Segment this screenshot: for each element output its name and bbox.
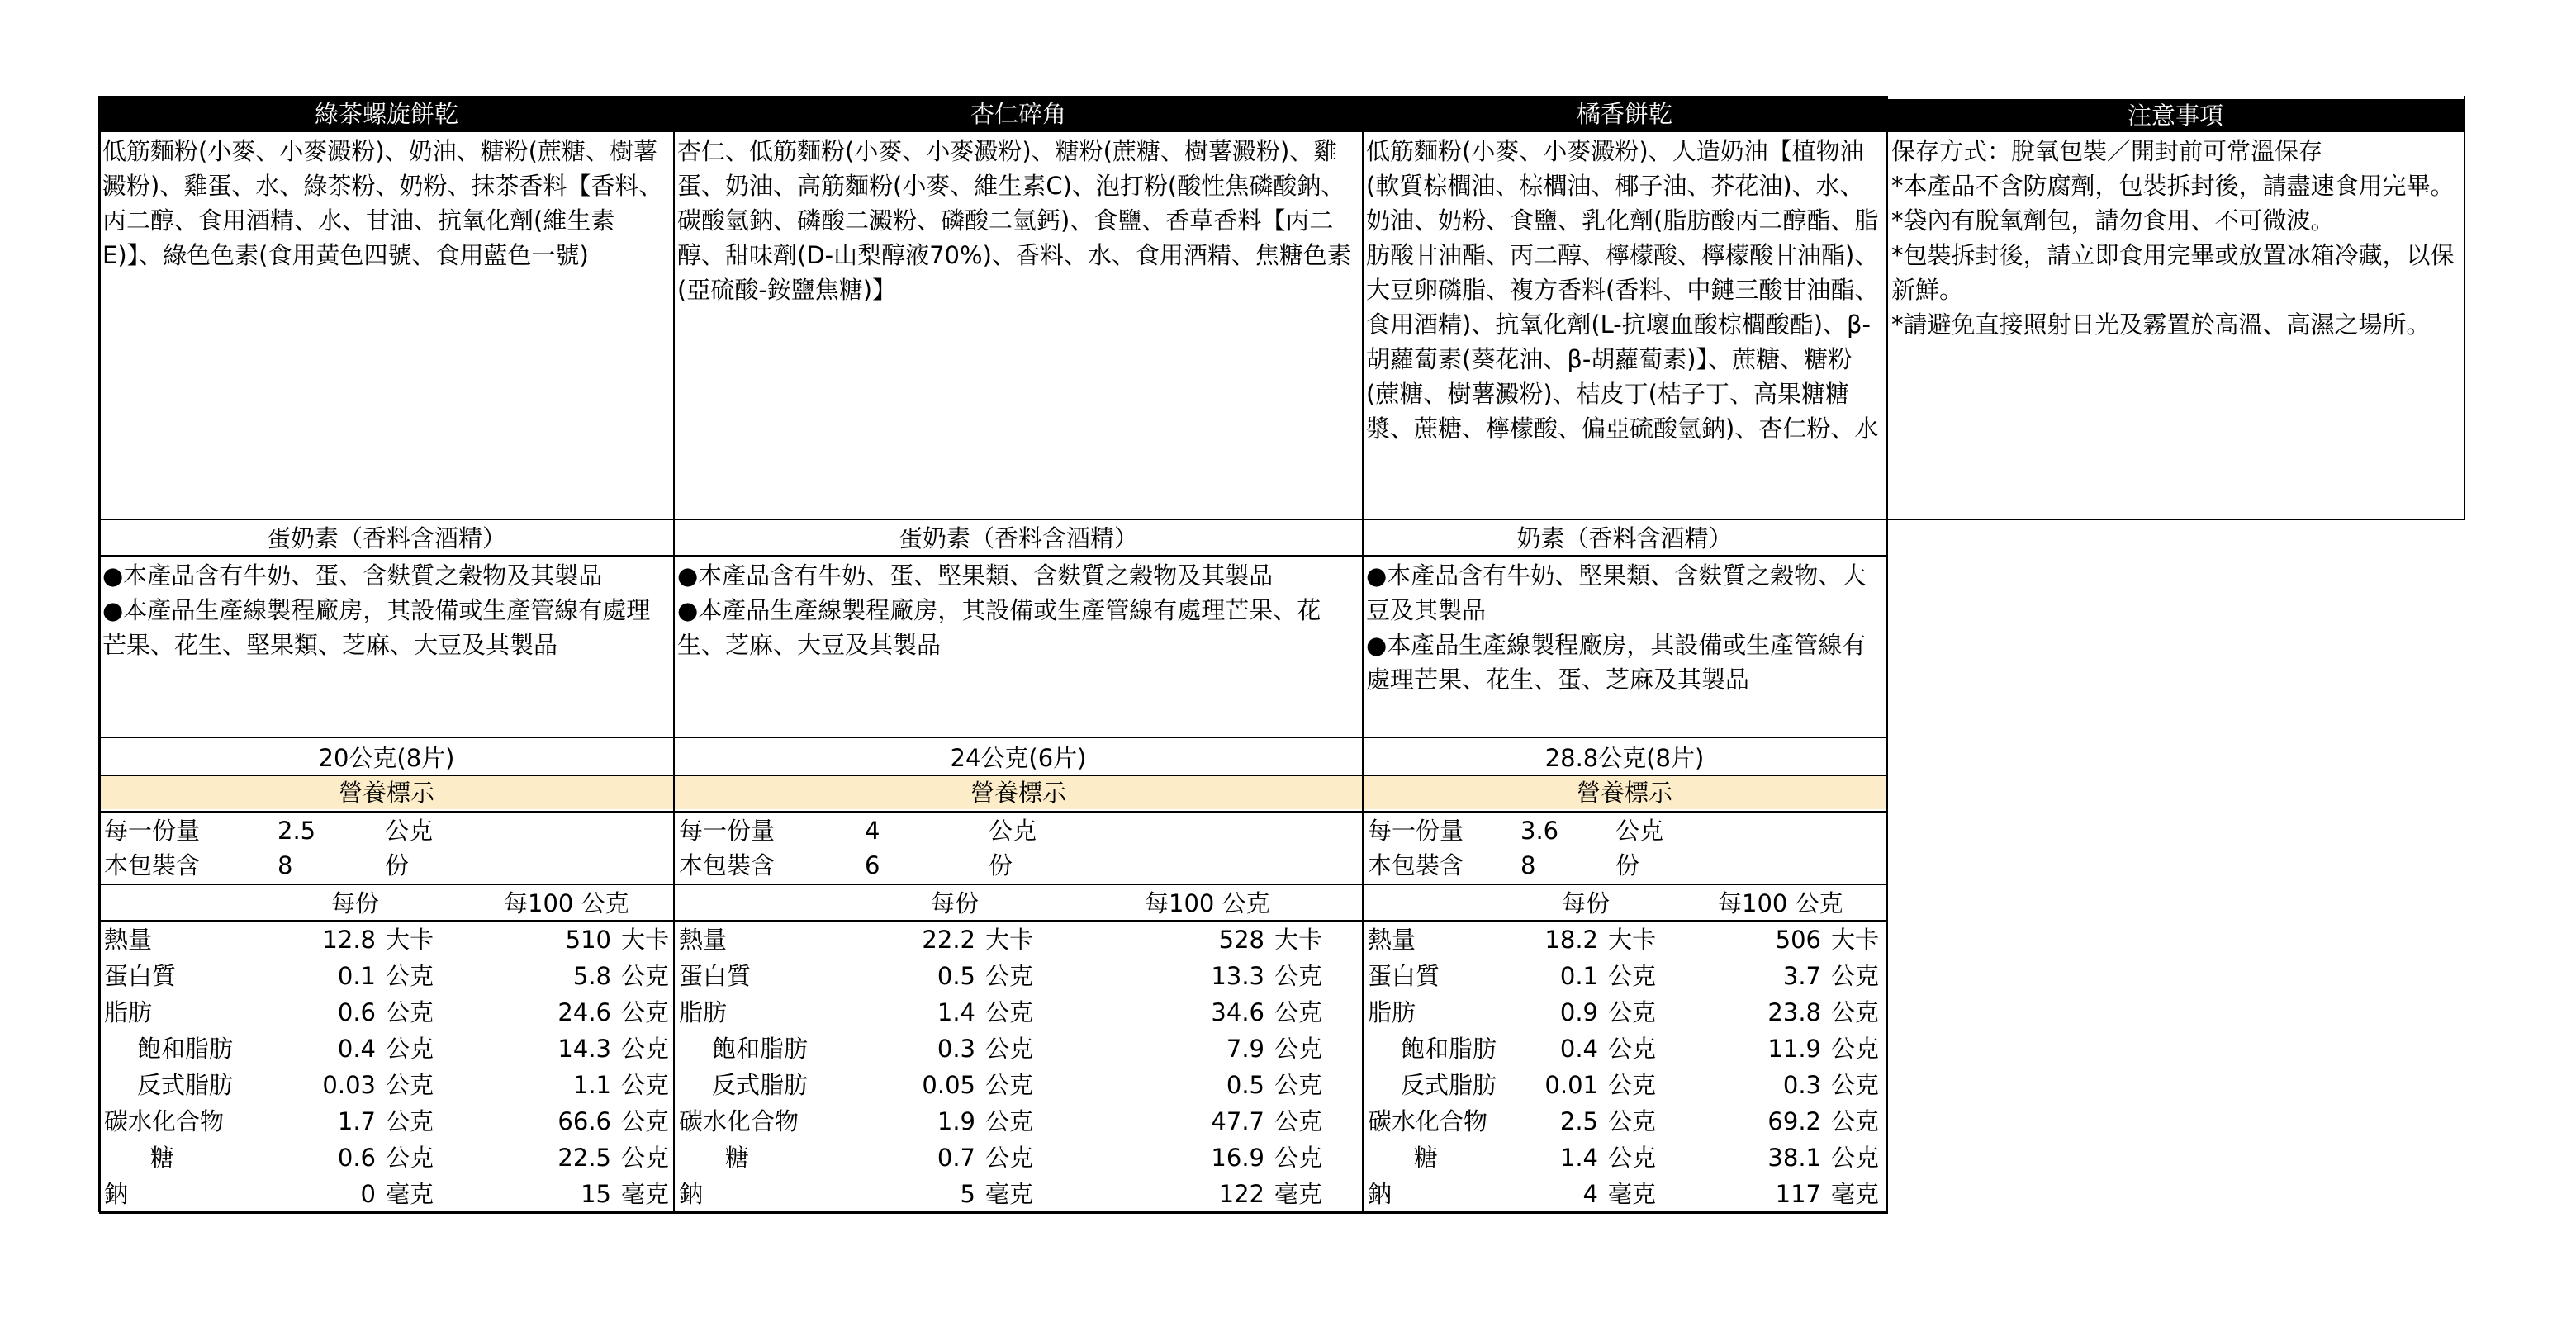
nutrient-per-serving-value[interactable]: 5 bbox=[960, 1180, 975, 1208]
serving-size-value[interactable]: 4 bbox=[865, 817, 880, 845]
servings-per-pack-value[interactable]: 8 bbox=[278, 851, 293, 879]
nutrient-per-100g-unit[interactable]: 毫克 bbox=[621, 1180, 670, 1208]
servings-per-pack-unit[interactable]: 份 bbox=[989, 851, 1013, 879]
nutrient-per-serving-unit[interactable]: 公克 bbox=[985, 998, 1034, 1026]
nutrient-per-100g-unit[interactable]: 毫克 bbox=[1274, 1180, 1323, 1208]
nutrient-per-serving-unit[interactable]: 大卡 bbox=[386, 926, 434, 954]
product-2-allergens[interactable] bbox=[674, 558, 1363, 737]
nutrient-per-100g-unit[interactable]: 公克 bbox=[621, 998, 670, 1026]
allergen-line: ●本產品含有牛奶、堅果類、含麩質之穀物、大豆及其製品 bbox=[1366, 562, 1867, 624]
nutrient-per-100g-unit[interactable]: 公克 bbox=[1831, 1144, 1880, 1172]
nutrient-label[interactable]: 蛋白質 bbox=[104, 962, 177, 990]
nutrient-per-serving-unit[interactable]: 公克 bbox=[985, 1107, 1034, 1135]
grid-line bbox=[1886, 96, 1888, 1212]
allergen-line: ●本產品含有牛奶、蛋、堅果類、含麩質之穀物及其製品 bbox=[677, 562, 1274, 590]
nutrient-label[interactable]: 反式脂肪 bbox=[137, 1071, 234, 1099]
per-100g-header[interactable]: 每100 公克 bbox=[1718, 889, 1843, 917]
nutrient-per-serving-unit[interactable]: 公克 bbox=[1608, 962, 1657, 990]
per-serving-header[interactable]: 每份 bbox=[930, 889, 979, 917]
grid-line bbox=[1362, 96, 1364, 1212]
nutrient-per-100g-unit[interactable]: 公克 bbox=[1831, 1035, 1880, 1063]
product-1-ingredients[interactable]: 低筋麵粉(小麥、小麥澱粉)、奶油、糖粉(蔗糖、樹薯澱粉)、雞蛋、水、綠茶粉、奶粉、抹茶香料【香料、丙二醇、食用酒精、水、甘油、抗氧化劑(維生素E)】、綠色色素(食用黃色四號、食用藍色一號) bbox=[102, 137, 663, 269]
nutrient-label[interactable]: 碳水化合物 bbox=[104, 1107, 225, 1135]
nutrient-label[interactable]: 飽和脂肪 bbox=[712, 1035, 809, 1063]
product-3-diet[interactable]: 奶素（香料含酒精） bbox=[1516, 524, 1733, 552]
nutrient-per-serving-unit[interactable]: 公克 bbox=[985, 1071, 1034, 1099]
nutrient-per-serving-value[interactable]: 0.1 bbox=[1559, 962, 1598, 990]
nutrient-per-100g-unit[interactable]: 公克 bbox=[621, 1071, 670, 1099]
nutrient-per-100g-unit[interactable]: 公克 bbox=[621, 1035, 670, 1063]
grid-line bbox=[99, 737, 1886, 738]
nutrient-per-serving-unit[interactable]: 大卡 bbox=[1608, 926, 1657, 954]
nutrient-per-100g-value[interactable]: 34.6 bbox=[1211, 998, 1264, 1026]
nutrient-label[interactable]: 飽和脂肪 bbox=[137, 1035, 234, 1063]
per-serving-header[interactable]: 每份 bbox=[1561, 889, 1610, 917]
serving-size-value[interactable]: 3.6 bbox=[1520, 817, 1559, 845]
product-1-net-weight[interactable]: 20公克(8片) bbox=[318, 744, 455, 772]
nutrient-per-100g-value[interactable]: 23.8 bbox=[1767, 998, 1821, 1026]
serving-size-label[interactable]: 每一份量 bbox=[104, 817, 201, 845]
nutrient-per-100g-value[interactable]: 38.1 bbox=[1767, 1144, 1821, 1172]
product-2-net-weight[interactable]: 24公克(6片) bbox=[950, 744, 1087, 772]
nutrient-per-serving-value[interactable]: 1.7 bbox=[337, 1107, 376, 1135]
nutrient-per-100g-value[interactable]: 3.7 bbox=[1782, 962, 1821, 990]
nutrient-label[interactable]: 反式脂肪 bbox=[712, 1071, 809, 1099]
nutrient-per-100g-value[interactable]: 7.9 bbox=[1226, 1035, 1264, 1063]
serving-size-unit[interactable]: 公克 bbox=[989, 817, 1037, 845]
servings-per-pack-label[interactable]: 本包裝含 bbox=[104, 851, 201, 879]
nutrient-per-serving-unit[interactable]: 公克 bbox=[1608, 1071, 1657, 1099]
per-100g-header[interactable]: 每100 公克 bbox=[504, 889, 629, 917]
nutrient-per-serving-value[interactable]: 0.1 bbox=[337, 962, 376, 990]
product-2-name[interactable]: 杏仁碎角 bbox=[674, 96, 1363, 132]
nutrient-per-100g-unit[interactable]: 公克 bbox=[1274, 962, 1323, 990]
nutrient-per-serving-value[interactable]: 18.2 bbox=[1544, 926, 1598, 954]
product-2-nutrition-title[interactable]: 營養標示 bbox=[970, 779, 1066, 807]
product-1-nutrition-title[interactable]: 營養標示 bbox=[338, 779, 434, 807]
serving-size-label[interactable]: 每一份量 bbox=[1368, 817, 1464, 845]
serving-size-label[interactable]: 每一份量 bbox=[679, 817, 776, 845]
nutrient-per-serving-unit[interactable]: 公克 bbox=[1608, 1107, 1657, 1135]
nutrient-per-100g-value[interactable]: 0.3 bbox=[1782, 1071, 1821, 1099]
notes-body[interactable] bbox=[1886, 132, 2465, 520]
grid-line bbox=[99, 811, 1886, 813]
nutrient-per-serving-value[interactable]: 2.5 bbox=[1559, 1107, 1598, 1135]
nutrient-per-serving-unit[interactable]: 毫克 bbox=[1608, 1180, 1657, 1208]
nutrient-per-100g-unit[interactable]: 公克 bbox=[621, 1144, 670, 1172]
nutrient-per-100g-value[interactable]: 5.8 bbox=[572, 962, 611, 990]
grid-line bbox=[99, 920, 1886, 922]
servings-per-pack-label[interactable]: 本包裝含 bbox=[679, 851, 776, 879]
notes-line: *請避免直接照射日光及霧置於高溫、高濕之場所。 bbox=[1891, 310, 2431, 339]
nutrient-label[interactable]: 糖 bbox=[1414, 1144, 1439, 1172]
nutrient-per-serving-value[interactable]: 0.01 bbox=[1544, 1071, 1598, 1099]
product-3-nutrition-title[interactable]: 營養標示 bbox=[1576, 779, 1672, 807]
product-1-diet[interactable]: 蛋奶素（香料含酒精） bbox=[266, 524, 506, 552]
nutrient-per-serving-value[interactable]: 1.9 bbox=[937, 1107, 975, 1135]
nutrient-per-100g-value[interactable]: 24.6 bbox=[557, 998, 611, 1026]
nutrient-per-serving-value[interactable]: 0.03 bbox=[322, 1071, 376, 1099]
servings-per-pack-value[interactable]: 8 bbox=[1520, 851, 1536, 879]
product-2-diet[interactable]: 蛋奶素（香料含酒精） bbox=[898, 524, 1138, 552]
nutrient-label[interactable]: 飽和脂肪 bbox=[1401, 1035, 1497, 1063]
notes-line: *本產品不含防腐劑，包裝拆封後，請盡速食用完畢。 bbox=[1891, 172, 2455, 200]
nutrient-per-100g-unit[interactable]: 公克 bbox=[1274, 1107, 1323, 1135]
nutrient-per-serving-unit[interactable]: 公克 bbox=[1608, 1035, 1657, 1063]
nutrient-per-100g-unit[interactable]: 公克 bbox=[1831, 998, 1880, 1026]
nutrient-per-100g-value[interactable]: 22.5 bbox=[557, 1144, 611, 1172]
nutrient-per-100g-value[interactable]: 510 bbox=[565, 926, 611, 954]
product-3-allergens[interactable] bbox=[1363, 558, 1886, 737]
serving-size-value[interactable]: 2.5 bbox=[278, 817, 316, 845]
nutrient-per-100g-value[interactable]: 14.3 bbox=[557, 1035, 611, 1063]
grid-line bbox=[99, 884, 1886, 885]
nutrient-label[interactable]: 鈉 bbox=[104, 1180, 129, 1208]
nutrient-per-serving-unit[interactable]: 公克 bbox=[1608, 1144, 1657, 1172]
nutrient-label[interactable]: 糖 bbox=[725, 1144, 750, 1172]
nutrient-per-100g-value[interactable]: 117 bbox=[1775, 1180, 1821, 1208]
allergen-line: ●本產品生產線製程廠房，其設備或生產管線有處理芒果、花生、芝麻、大豆及其製品 bbox=[677, 596, 1321, 659]
allergen-line: ●本產品生產線製程廠房，其設備或生產管線有處理芒果、花生、堅果類、芝麻、大豆及其製品 bbox=[102, 596, 651, 659]
nutrient-per-serving-unit[interactable]: 公克 bbox=[386, 1035, 434, 1063]
nutrient-per-100g-value[interactable]: 506 bbox=[1775, 926, 1821, 954]
nutrient-per-100g-unit[interactable]: 毫克 bbox=[1831, 1180, 1880, 1208]
servings-per-pack-unit[interactable]: 份 bbox=[385, 851, 410, 879]
nutrient-per-serving-unit[interactable]: 公克 bbox=[386, 1144, 434, 1172]
nutrient-per-serving-unit[interactable]: 公克 bbox=[386, 1107, 434, 1135]
nutrient-per-100g-unit[interactable]: 大卡 bbox=[621, 926, 670, 954]
nutrient-per-serving-unit[interactable]: 公克 bbox=[1608, 998, 1657, 1026]
nutrient-per-serving-value[interactable]: 0.6 bbox=[337, 998, 376, 1026]
nutrient-per-serving-value[interactable]: 0.4 bbox=[337, 1035, 376, 1063]
nutrient-per-100g-value[interactable]: 13.3 bbox=[1211, 962, 1264, 990]
nutrient-per-serving-value[interactable]: 0.7 bbox=[937, 1144, 975, 1172]
nutrient-per-serving-value[interactable]: 0.3 bbox=[937, 1035, 975, 1063]
nutrient-per-100g-value[interactable]: 47.7 bbox=[1211, 1107, 1264, 1135]
nutrient-per-serving-value[interactable]: 0.4 bbox=[1559, 1035, 1598, 1063]
notes-line: *袋內有脫氧劑包，請勿食用、不可微波。 bbox=[1891, 206, 2335, 235]
grid-line bbox=[673, 96, 675, 1212]
nutrient-per-100g-unit[interactable]: 公克 bbox=[1274, 1071, 1323, 1099]
allergen-line: ●本產品生產線製程廠房，其設備或生產管線有處理芒果、花生、蛋、芝麻及其製品 bbox=[1366, 631, 1867, 694]
grid-line bbox=[99, 1211, 1888, 1214]
nutrient-per-100g-unit[interactable]: 公克 bbox=[1274, 998, 1323, 1026]
serving-size-unit[interactable]: 公克 bbox=[1615, 817, 1664, 845]
notes-title[interactable]: 注意事項 bbox=[1886, 99, 2465, 132]
nutrient-per-serving-value[interactable]: 12.8 bbox=[322, 926, 376, 954]
nutrient-per-serving-unit[interactable]: 毫克 bbox=[985, 1180, 1034, 1208]
nutrient-label[interactable]: 熱量 bbox=[679, 926, 728, 954]
nutrient-per-100g-value[interactable]: 1.1 bbox=[572, 1071, 611, 1099]
nutrient-per-serving-value[interactable]: 0.6 bbox=[337, 1144, 376, 1172]
allergen-line: ●本產品含有牛奶、蛋、含麩質之穀物及其製品 bbox=[102, 562, 603, 590]
notes-line: 保存方式：脫氧包裝／開封前可常溫保存 bbox=[1891, 137, 2323, 165]
nutrient-label[interactable]: 鈉 bbox=[1368, 1180, 1392, 1208]
grid-line bbox=[98, 96, 101, 1212]
nutrient-per-serving-unit[interactable]: 公克 bbox=[985, 1035, 1034, 1063]
servings-per-pack-label[interactable]: 本包裝含 bbox=[1368, 851, 1464, 879]
nutrient-per-100g-value[interactable]: 122 bbox=[1218, 1180, 1264, 1208]
nutrient-label[interactable]: 碳水化合物 bbox=[679, 1107, 799, 1135]
nutrient-label[interactable]: 脂肪 bbox=[679, 998, 728, 1026]
nutrient-per-100g-unit[interactable]: 大卡 bbox=[1831, 926, 1880, 954]
per-100g-header[interactable]: 每100 公克 bbox=[1145, 889, 1270, 917]
servings-per-pack-value[interactable]: 6 bbox=[865, 851, 880, 879]
nutrient-label[interactable]: 碳水化合物 bbox=[1368, 1107, 1488, 1135]
product-2-ingredients[interactable]: 杏仁、低筋麵粉(小麥、小麥澱粉)、糖粉(蔗糖、樹薯澱粉)、雞蛋、奶油、高筋麵粉(小麥、維生素C)、泡打粉(酸性焦磷酸鈉、碳酸氫鈉、磷酸二澱粉、磷酸二氫鈣)、食鹽、香草香料【丙二醇、甜味劑(D-山梨醇液70%)、香料、水、食用酒精、焦糖色素(亞硫酸-銨鹽焦糖)】 bbox=[677, 137, 1351, 304]
notes-line: *包裝拆封後，請立即食用完畢或放置冰箱冷藏，以保新鮮。 bbox=[1891, 241, 2455, 304]
serving-size-unit[interactable]: 公克 bbox=[385, 817, 434, 845]
per-serving-header[interactable]: 每份 bbox=[330, 889, 379, 917]
grid-line bbox=[2464, 96, 2465, 520]
nutrient-per-100g-value[interactable]: 0.5 bbox=[1226, 1071, 1264, 1099]
nutrient-per-100g-unit[interactable]: 公克 bbox=[621, 962, 670, 990]
nutrient-per-100g-unit[interactable]: 公克 bbox=[1274, 1144, 1323, 1172]
nutrient-per-serving-unit[interactable]: 毫克 bbox=[386, 1180, 434, 1208]
grid-line bbox=[1886, 519, 2465, 520]
nutrient-per-100g-unit[interactable]: 公克 bbox=[621, 1107, 670, 1135]
nutrient-per-100g-value[interactable]: 66.6 bbox=[557, 1107, 611, 1135]
nutrient-per-serving-value[interactable]: 22.2 bbox=[922, 926, 975, 954]
nutrient-label[interactable]: 脂肪 bbox=[1368, 998, 1416, 1026]
nutrient-label[interactable]: 熱量 bbox=[104, 926, 153, 954]
nutrient-per-serving-value[interactable]: 0.9 bbox=[1559, 998, 1598, 1026]
nutrient-per-serving-unit[interactable]: 公克 bbox=[985, 1144, 1034, 1172]
servings-per-pack-unit[interactable]: 份 bbox=[1615, 851, 1640, 879]
nutrient-per-serving-unit[interactable]: 公克 bbox=[386, 998, 434, 1026]
grid-line bbox=[99, 519, 1886, 520]
nutrient-label[interactable]: 糖 bbox=[150, 1144, 175, 1172]
nutrient-per-serving-unit[interactable]: 公克 bbox=[386, 1071, 434, 1099]
product-3-ingredients[interactable]: 低筋麵粉(小麥、小麥澱粉)、人造奶油【植物油(軟質棕櫚油、棕櫚油、椰子油、芥花油)、水、奶油、奶粉、食鹽、乳化劑(脂肪酸丙二醇酯、脂肪酸甘油酯、丙二醇、檸檬酸、檸檬酸甘油酯)、大豆卵磷脂、複方香料(香料、中鏈三酸甘油酯、食用酒精)、抗氧化劑(L-抗壞血酸棕櫚酸酯)、β-胡蘿蔔素(葵花油、β-胡蘿蔔素)】、蔗糖、糖粉(蔗糖、樹薯澱粉)、桔皮丁(桔子丁、高果糖糖漿、蔗糖、檸檬酸、偏亞硫酸氫鈉)、杏仁粉、水 bbox=[1366, 137, 1879, 443]
nutrient-label[interactable]: 反式脂肪 bbox=[1401, 1071, 1497, 1099]
nutrient-label[interactable]: 鈉 bbox=[679, 1180, 704, 1208]
product-1-name[interactable]: 綠茶螺旋餅乾 bbox=[99, 96, 674, 132]
nutrient-per-100g-value[interactable]: 16.9 bbox=[1211, 1144, 1264, 1172]
nutrient-label[interactable]: 熱量 bbox=[1368, 926, 1416, 954]
product-3-net-weight[interactable]: 28.8公克(8片) bbox=[1544, 744, 1705, 772]
nutrient-per-serving-value[interactable]: 1.4 bbox=[1559, 1144, 1598, 1172]
product-3-name[interactable]: 橘香餅乾 bbox=[1363, 96, 1886, 132]
nutrient-per-serving-unit[interactable]: 公克 bbox=[386, 962, 434, 990]
nutrient-label[interactable]: 脂肪 bbox=[104, 998, 153, 1026]
nutrient-per-100g-value[interactable]: 69.2 bbox=[1767, 1107, 1821, 1135]
nutrient-per-100g-unit[interactable]: 大卡 bbox=[1274, 926, 1323, 954]
nutrient-per-100g-unit[interactable]: 公克 bbox=[1831, 1107, 1880, 1135]
nutrient-per-serving-value[interactable]: 0.5 bbox=[937, 962, 975, 990]
nutrient-per-100g-value[interactable]: 528 bbox=[1218, 926, 1264, 954]
nutrient-per-serving-value[interactable]: 0.05 bbox=[922, 1071, 975, 1099]
nutrient-label[interactable]: 蛋白質 bbox=[1368, 962, 1440, 990]
nutrient-per-100g-value[interactable]: 15 bbox=[581, 1180, 611, 1208]
nutrient-per-serving-unit[interactable]: 大卡 bbox=[985, 926, 1034, 954]
nutrient-label[interactable]: 蛋白質 bbox=[679, 962, 752, 990]
nutrient-per-serving-unit[interactable]: 公克 bbox=[985, 962, 1034, 990]
nutrient-per-100g-unit[interactable]: 公克 bbox=[1274, 1035, 1323, 1063]
nutrient-per-serving-value[interactable]: 4 bbox=[1582, 1180, 1598, 1208]
grid-line bbox=[99, 555, 1886, 557]
product-1-allergens[interactable] bbox=[99, 558, 674, 737]
nutrient-per-serving-value[interactable]: 0 bbox=[360, 1180, 376, 1208]
nutrient-per-100g-unit[interactable]: 公克 bbox=[1831, 962, 1880, 990]
grid-line bbox=[99, 775, 1886, 776]
nutrient-per-serving-value[interactable]: 1.4 bbox=[937, 998, 975, 1026]
nutrient-per-100g-value[interactable]: 11.9 bbox=[1767, 1035, 1821, 1063]
nutrient-per-100g-unit[interactable]: 公克 bbox=[1831, 1071, 1880, 1099]
